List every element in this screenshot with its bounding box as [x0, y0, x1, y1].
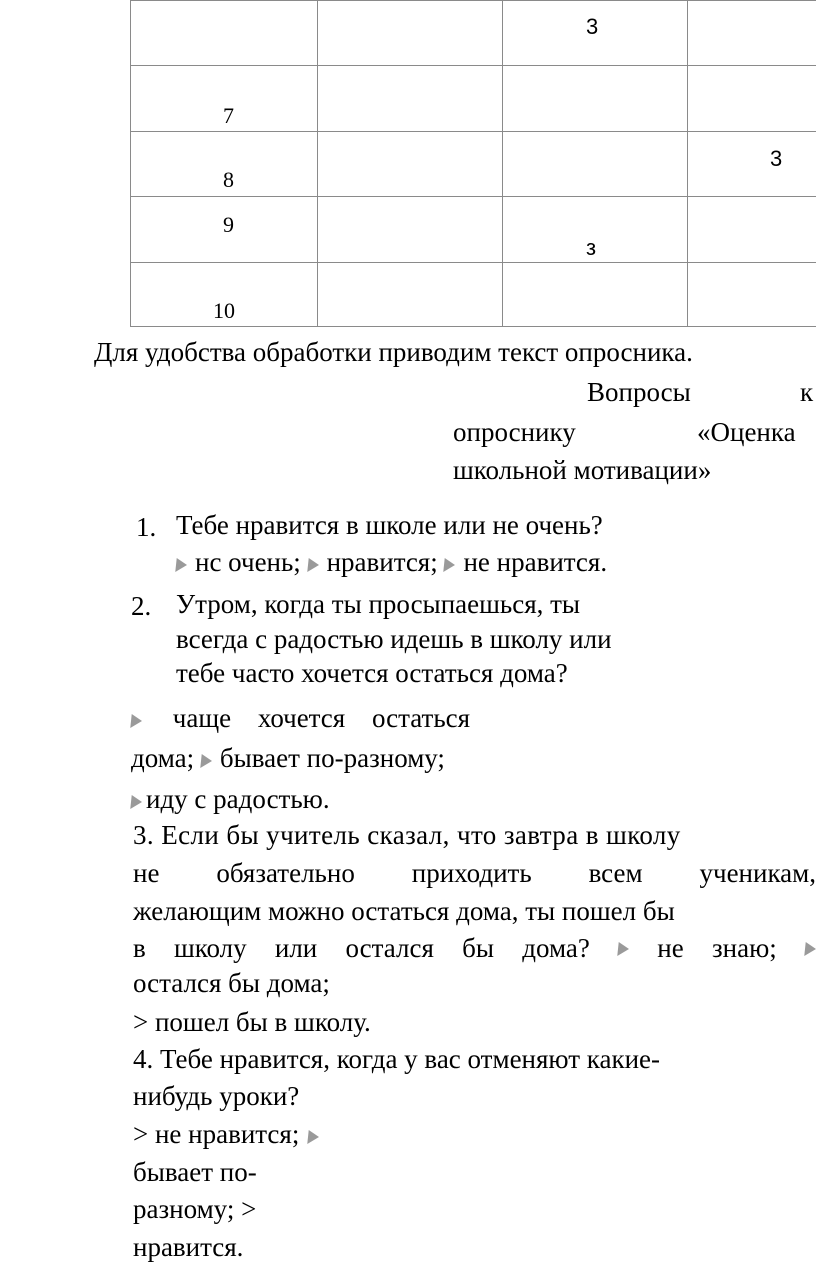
table-cell: 3 [586, 14, 599, 39]
answer-options [176, 549, 607, 576]
answer-option: остался бы дома; [133, 968, 330, 998]
arrow-bullet-icon [130, 714, 142, 728]
question-text: не обязательно приходить всем ученикам, [133, 858, 816, 888]
answer-option: нс очень; [195, 547, 301, 577]
row-number: 10 [213, 298, 235, 323]
title-line: «Оценка [697, 417, 796, 447]
table-border [687, 0, 688, 327]
arrow-bullet-icon [307, 1130, 319, 1144]
title-line: опроснику [453, 417, 576, 447]
answer-option: > пошел бы в школу. [133, 1007, 371, 1037]
table-border [502, 0, 503, 327]
question-text: тебе часто хочется остаться дома? [176, 658, 568, 688]
table-cell: 3 [770, 146, 783, 171]
answer-option: нравится. [133, 1232, 244, 1262]
answer-option: бывает по- [133, 1157, 257, 1187]
table-border [130, 0, 816, 1]
question-text: Тебе нравится в школе или не очень? [176, 510, 603, 540]
table-border [317, 0, 318, 327]
table-cell: з [586, 235, 597, 260]
answer-option: иду с радостью. [131, 786, 330, 813]
answer-option: разному; > [133, 1194, 257, 1224]
answer-option: дома; бывает по-разному; [131, 743, 445, 773]
arrow-bullet-icon [130, 795, 142, 809]
question-text: Утром, когда ты просыпаешься, ты [176, 589, 581, 619]
arrow-bullet-icon [307, 558, 319, 572]
question-text: нибудь уроки? [133, 1081, 300, 1111]
table-border [130, 0, 131, 327]
arrow-bullet-icon [444, 558, 456, 572]
question-text: 3. Если бы учитель сказал, что завтра в школу [133, 820, 681, 850]
row-number: 9 [223, 212, 234, 237]
row-number: 8 [223, 167, 234, 192]
answer-option: > не нравится; [133, 1121, 327, 1148]
title-line: Вопросы [587, 377, 691, 407]
title-line: к [800, 377, 814, 407]
table-border [130, 131, 816, 132]
arrow-bullet-icon [804, 942, 816, 956]
table-border [130, 65, 816, 66]
table-border [130, 326, 816, 327]
answer-option: не нравится. [463, 547, 608, 577]
table-border [130, 196, 816, 197]
arrow-bullet-icon [200, 754, 212, 768]
answer-option: чаще хочется остаться [131, 705, 470, 732]
arrow-bullet-icon [175, 558, 187, 572]
intro-text: Для удобства обработки приводим текст опросника. [94, 337, 693, 367]
question-text: желающим можно остаться дома, ты пошел бы [133, 896, 675, 926]
question-text: в школу или остался бы дома? не знаю; [133, 935, 816, 962]
question-text: всегда с радостью идешь в школу или [176, 624, 612, 654]
arrow-bullet-icon [617, 942, 629, 956]
answer-option: нравится; [326, 547, 438, 577]
title-line: школьной мотивации» [453, 455, 712, 485]
answers-table [130, 0, 816, 327]
row-number: 7 [223, 103, 234, 128]
table-border [130, 262, 816, 263]
question-number: 2. [131, 591, 152, 621]
question-text: 4. Тебе нравится, когда у вас отменяют какие- [133, 1044, 661, 1074]
question-number: 1. [136, 512, 157, 542]
